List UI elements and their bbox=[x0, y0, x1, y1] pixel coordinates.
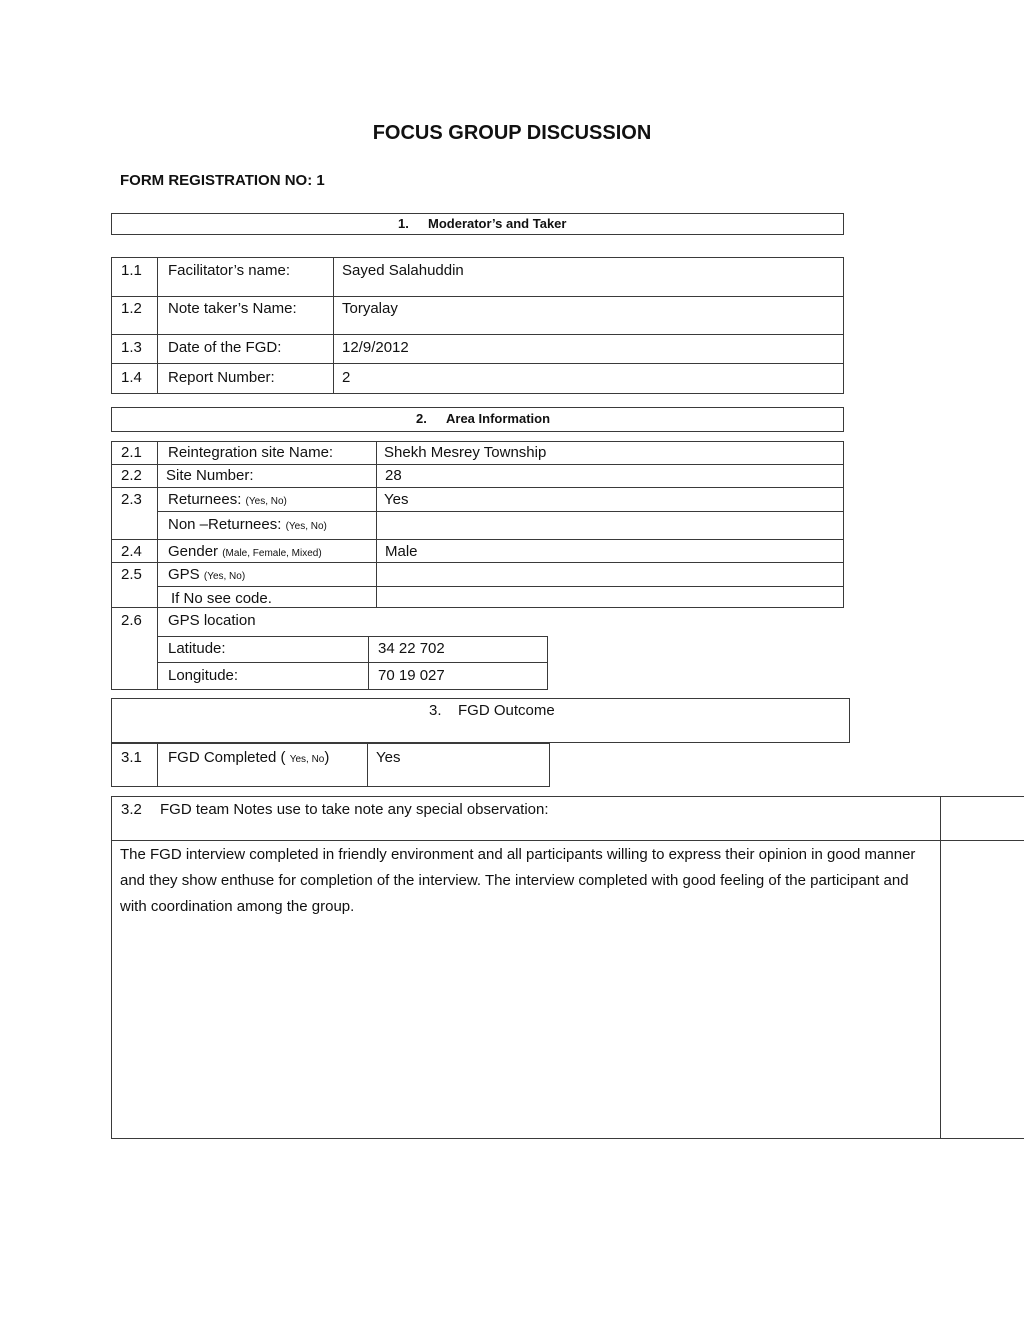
returnees-label: Returnees: (Yes, No) bbox=[168, 491, 287, 508]
latitude-label: Latitude: bbox=[168, 640, 226, 657]
row-3-2-number: 3.2 bbox=[121, 801, 142, 818]
note-taker-label: Note taker’s Name: bbox=[168, 300, 297, 317]
gender-value: Male bbox=[385, 543, 418, 560]
non-returnees-label: Non –Returnees: (Yes, No) bbox=[168, 516, 327, 533]
notes-text: The FGD interview completed in friendly environment and all participants willing to express their opinion in good manner and they show enthuse for completion of the interview. The interview completed with good feeling of the participant and with coordination among the group. bbox=[120, 846, 916, 915]
section3-title: FGD Outcome bbox=[458, 702, 555, 719]
section3-number: 3. bbox=[429, 702, 442, 719]
row-2-4-number: 2.4 bbox=[121, 543, 142, 560]
gps-code-label: If No see code. bbox=[171, 590, 272, 607]
fgd-completed-value: Yes bbox=[376, 749, 401, 766]
page-title: FOCUS GROUP DISCUSSION bbox=[372, 122, 652, 144]
fgd-completed-label: FGD Completed ( Yes, No) bbox=[168, 749, 330, 766]
notes-label: FGD team Notes use to take note any special observation: bbox=[160, 801, 549, 818]
section2-title: Area Information bbox=[446, 411, 551, 426]
longitude-value: 70 19 027 bbox=[378, 667, 445, 684]
row-3-1-number: 3.1 bbox=[121, 749, 142, 766]
facilitator-value: Sayed Salahuddin bbox=[342, 262, 464, 279]
section2-number: 2. bbox=[416, 411, 427, 426]
returnees-value: Yes bbox=[384, 491, 409, 508]
note-taker-value: Toryalay bbox=[342, 300, 398, 317]
gender-label: Gender (Male, Female, Mixed) bbox=[168, 543, 322, 560]
site-number-label: Site Number: bbox=[166, 467, 254, 484]
gps-location-label: GPS location bbox=[168, 612, 256, 629]
report-number-label: Report Number: bbox=[168, 369, 275, 386]
row-2-6-number: 2.6 bbox=[121, 612, 142, 629]
date-value: 12/9/2012 bbox=[342, 339, 409, 356]
form-registration: FORM REGISTRATION NO: 1 bbox=[120, 172, 325, 189]
row-2-5-number: 2.5 bbox=[121, 566, 142, 583]
row-2-1-number: 2.1 bbox=[121, 444, 142, 461]
row-1-4-number: 1.4 bbox=[121, 369, 142, 386]
row-2-2-number: 2.2 bbox=[121, 467, 142, 484]
row-2-3-number: 2.3 bbox=[121, 491, 142, 508]
site-number-value: 28 bbox=[385, 467, 402, 484]
row-1-2-number: 1.2 bbox=[121, 300, 142, 317]
report-number-value: 2 bbox=[342, 369, 351, 386]
facilitator-label: Facilitator’s name: bbox=[168, 262, 290, 279]
row-1-1-number: 1.1 bbox=[121, 262, 142, 279]
gps-label: GPS (Yes, No) bbox=[168, 566, 246, 583]
row-1-3-number: 1.3 bbox=[121, 339, 142, 356]
longitude-label: Longitude: bbox=[168, 667, 239, 684]
section1-number: 1. bbox=[398, 216, 409, 231]
date-label: Date of the FGD: bbox=[168, 339, 282, 356]
section1-title: Moderator’s and Taker bbox=[428, 216, 567, 231]
site-name-label: Reintegration site Name: bbox=[168, 444, 334, 461]
latitude-value: 34 22 702 bbox=[378, 640, 445, 657]
site-name-value: Shekh Mesrey Township bbox=[384, 444, 547, 461]
